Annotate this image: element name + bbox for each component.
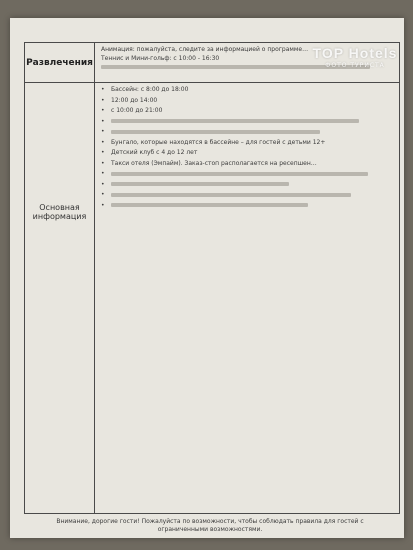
bullet-icon: •	[101, 201, 105, 209]
bullet-icon: •	[101, 128, 105, 135]
list-item	[101, 97, 393, 105]
item-text: Такси отеля (Эмпайм). Заказ-стоп располагается на ресепшен…	[111, 159, 317, 167]
bullet-icon: •	[101, 86, 105, 93]
footer-note: Внимание, дорогие гости! Пожалуйста по возможности, чтобы соблюдать правила для гостей с ограниченными возможностями.	[56, 518, 364, 533]
info-table	[24, 42, 400, 514]
list-item	[101, 139, 393, 147]
list-item	[101, 170, 393, 178]
item-text: Детский клуб с 4 до 12 лет	[111, 149, 198, 156]
bullet-icon: •	[101, 170, 105, 177]
watermark-logo	[303, 34, 407, 80]
placeholder-text	[111, 181, 393, 189]
bullet-icon: •	[101, 138, 105, 146]
item-text: с 10:00 до 21:00	[111, 107, 163, 114]
bullet-icon: •	[101, 159, 105, 167]
list-item	[101, 149, 393, 157]
watermark-caption: ФОТО ТУРИСТА	[325, 62, 385, 69]
main-info-content	[95, 83, 399, 513]
bullet-icon: •	[101, 107, 105, 114]
entertainment-line: Теннис и Мини-гольф: с 10:00 - 16:30	[101, 54, 220, 62]
item-text: 12:00 до 14:00	[111, 96, 158, 104]
list-item	[101, 191, 393, 199]
watermark-brand: TOP Hotels	[312, 45, 398, 61]
document-paper	[10, 18, 404, 538]
item-text: Бассейн: с 8:00 до 18:00	[111, 86, 189, 93]
item-text: Бунгало, которые находятся в бассейне – для гостей с детьми 12+	[111, 138, 326, 146]
entertainment-line: Анимация: пожалуйста, следите за информацией о программе…	[101, 46, 309, 53]
list-item	[101, 107, 393, 115]
placeholder-text	[111, 128, 393, 136]
placeholder-text	[111, 191, 393, 199]
list-item	[101, 202, 393, 210]
main-info-label: Основная информация	[25, 83, 95, 513]
entertainment-label: Развлечения	[25, 43, 95, 83]
placeholder-text	[111, 170, 393, 178]
bullet-icon: •	[101, 180, 105, 188]
placeholder-text	[111, 202, 393, 210]
bullet-icon: •	[101, 149, 105, 156]
list-item	[101, 86, 393, 94]
list-item	[101, 128, 393, 136]
bullet-icon: •	[101, 96, 105, 104]
list-item	[101, 118, 393, 126]
bullet-icon: •	[101, 117, 105, 125]
placeholder-text	[111, 118, 393, 126]
list-item	[101, 181, 393, 189]
bullet-icon: •	[101, 191, 105, 198]
list-item	[101, 160, 393, 168]
